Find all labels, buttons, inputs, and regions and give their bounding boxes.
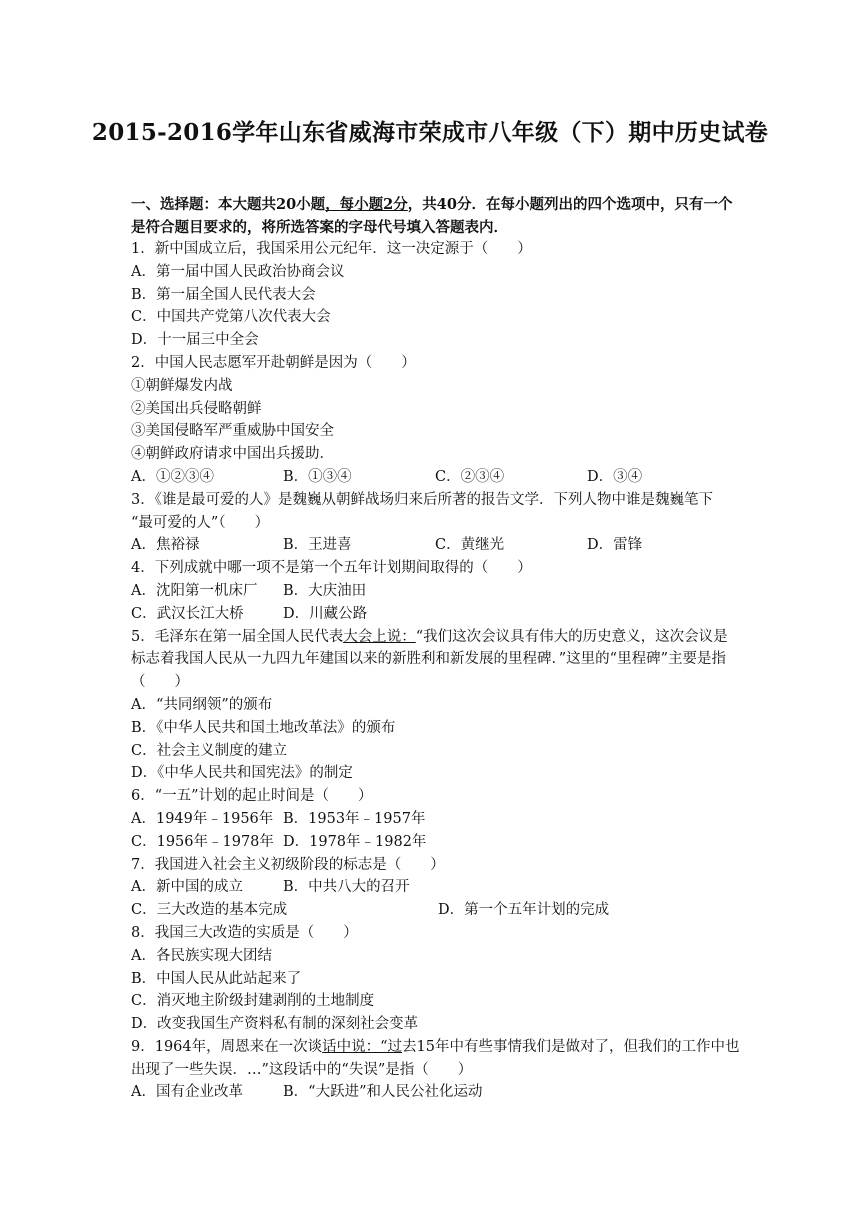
question-4-stem: 4．下列成就中哪一项不是第一个五年计划期间取得的（ ） [131, 560, 532, 577]
question-3-stem-line-1: 3．《谁是最可爱的人》是魏巍从朝鲜战场归来后所著的报告文学．下列人物中谁是魏巍笔下 [131, 491, 713, 508]
question-2-option-a: A．①②③④ [131, 468, 214, 485]
question-8-option-b: B．中国人民从此站起来了 [131, 970, 302, 987]
question-8-stem: 8．我国三大改造的实质是（ ） [131, 924, 358, 941]
question-3-options [131, 534, 741, 557]
question-7-options-row-2 [131, 899, 741, 922]
question-1-option-c: C．中国共产党第八次代表大会 [131, 309, 331, 326]
question-5-option-c: C．社会主义制度的建立 [131, 742, 288, 759]
question-2-statement-4: ④朝鲜政府请求中国出兵援助． [131, 446, 334, 463]
question-4-option-d: D．川藏公路 [283, 605, 368, 622]
question-list [131, 238, 741, 1104]
question-4-option-a: A．沈阳第一机床厂 [131, 582, 258, 599]
question-9-option-b: B．“大跃进”和人民公社化运动 [283, 1084, 483, 1101]
section-text-1: 一、选择题：本大题共20小题 [131, 196, 326, 213]
question-5-option-b: B．《中华人民共和国土地改革法》的颁布 [131, 719, 396, 736]
question-3-option-d: D．雷锋 [587, 537, 643, 554]
question-6-options-row-2 [131, 831, 741, 854]
question-3-option-a: A．焦裕禄 [131, 537, 200, 554]
question-8-option-d: D．改变我国生产资料私有制的深刻社会变革 [131, 1016, 419, 1033]
question-2-option-b: B．①③④ [283, 468, 352, 485]
question-6-option-d: D．1978年﹣1982年 [283, 833, 427, 850]
question-6-option-c: C．1956年﹣1978年 [131, 833, 274, 850]
section-text-2: ，共40分．在每小题列出的四个选项中，只有一个是符合题目要求的，将所选答案的字母代号填入答题表内． [131, 196, 733, 236]
question-4-options-row-2 [131, 603, 741, 626]
question-7-stem: 7．我国进入社会主义初级阶段的标志是（ ） [131, 856, 445, 873]
question-7-option-d: D．第一个五年计划的完成 [438, 902, 610, 919]
question-2-stem: 2．中国人民志愿军开赴朝鲜是因为（ ） [131, 354, 416, 371]
question-8-option-c: C．消灭地主阶级封建剥削的土地制度 [131, 993, 375, 1010]
section-text-underlined: ，每小题2分 [325, 196, 408, 213]
question-2-option-c: C．②③④ [435, 468, 505, 485]
question-6-option-a: A．1949年﹣1956年 [131, 810, 274, 827]
question-6-options-row-1 [131, 808, 741, 831]
question-9-stem-text-2: 去15年中有些事情我们是做对了，但我们的工作中也出现了一些失误．…”这段话中的“失误”是指（ ） [131, 1038, 740, 1078]
question-9-option-a: A．国有企业改革 [131, 1084, 243, 1101]
question-9-stem [131, 1036, 741, 1082]
question-9-options-row-1 [131, 1081, 741, 1104]
question-2-statement-2: ②美国出兵侵略朝鲜 [131, 400, 262, 417]
question-4-options-row-1 [131, 580, 741, 603]
question-5-stem-underlined: 大会上说： [343, 628, 416, 645]
question-5-option-d: D．《中华人民共和国宪法》的制定 [131, 765, 353, 782]
question-5-option-a: A．“共同纲领”的颁布 [131, 696, 273, 713]
question-1-option-d: D．十一届三中全会 [131, 332, 259, 349]
page-title: 2015-2016学年山东省威海市荣成市八年级（下）期中历史试卷 [91, 119, 769, 146]
section-instructions [131, 193, 741, 239]
question-7-option-b: B．中共八大的召开 [283, 879, 410, 896]
question-2-statement-1: ①朝鲜爆发内战 [131, 377, 233, 394]
question-5-stem-text-2: “我们这次会议具有伟大的历史意义，这次会议是标志着我国人民从一九四九年建国以来的新胜利和新发展的里程碑．”这里的“里程碑”主要是指（ ） [131, 628, 728, 691]
question-1-stem: 1．新中国成立后，我国采用公元纪年．这一决定源于（ ） [131, 241, 532, 257]
question-4-option-c: C．武汉长江大桥 [131, 605, 244, 622]
question-1-option-a: A．第一届中国人民政治协商会议 [131, 263, 345, 280]
question-2-statement-3: ③美国侵略军严重威胁中国安全 [131, 423, 334, 440]
question-5-stem-text-1: 5．毛泽东在第一届全国人民代表 [131, 628, 344, 645]
question-9-stem-underlined: 话中说：“过 [322, 1038, 403, 1055]
question-5-stem [131, 626, 741, 694]
question-4-option-b: B．大庆油田 [283, 582, 367, 599]
question-3-option-b: B．王进喜 [283, 537, 352, 554]
question-9-stem-text-1: 9．1964年，周恩来在一次谈 [131, 1038, 323, 1055]
question-2-option-d: D．③④ [587, 468, 643, 485]
question-7-options-row-1 [131, 876, 741, 899]
question-3-option-c: C．黄继光 [435, 537, 505, 554]
question-6-stem: 6．“一五”计划的起止时间是（ ） [131, 788, 373, 805]
question-2-options [131, 466, 741, 489]
question-6-option-b: B．1953年﹣1957年 [283, 810, 426, 827]
question-7-option-a: A．新中国的成立 [131, 879, 243, 896]
question-8-option-a: A．各民族实现大团结 [131, 947, 272, 964]
question-1-option-b: B．第一届全国人民代表大会 [131, 286, 316, 303]
question-7-option-c: C．三大改造的基本完成 [131, 902, 288, 919]
question-3-stem-line-2: “最可爱的人”（ ） [131, 514, 270, 531]
